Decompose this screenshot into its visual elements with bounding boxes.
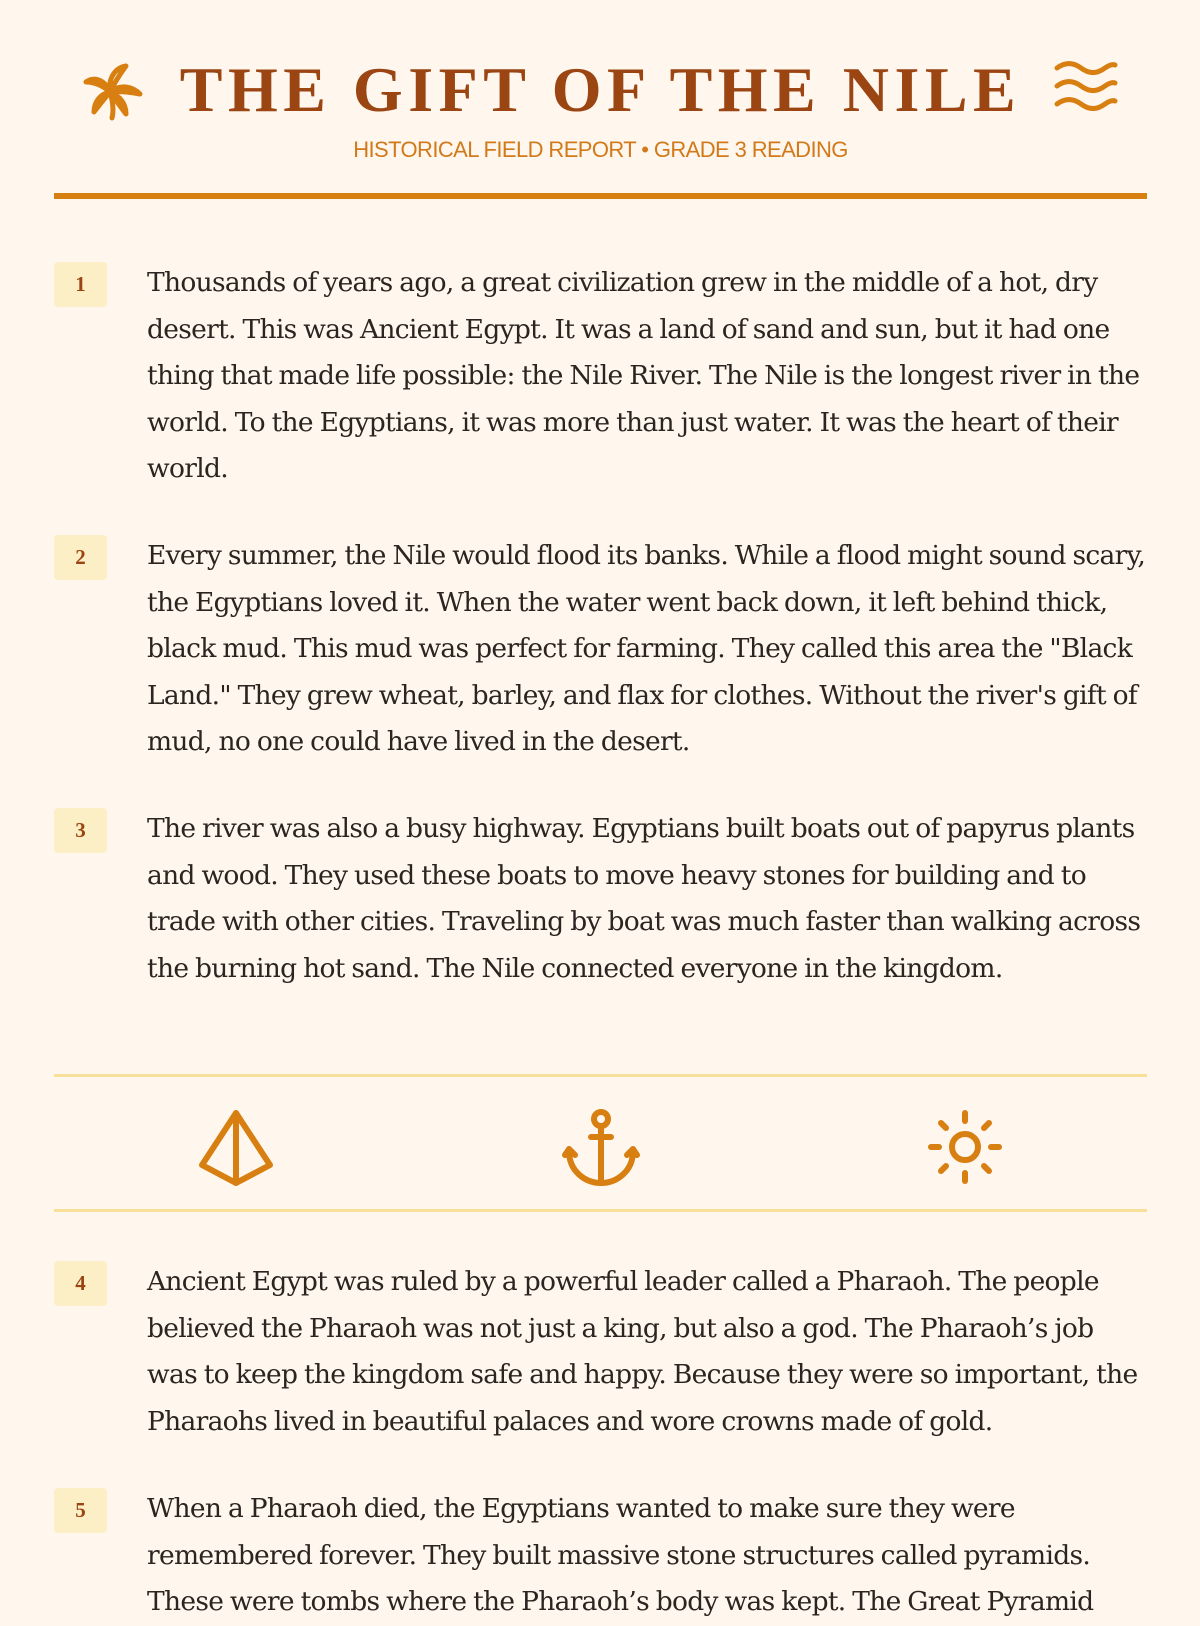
report-header: [54, 0, 1147, 200]
pyramid-icon: [196, 1107, 276, 1187]
icon-divider-band: [54, 1074, 1147, 1212]
report-subtitle: HISTORICAL FIELD REPORT • GRADE 3 READING: [353, 137, 848, 162]
paragraph-text: Every summer, the Nile would flood its banks. While a flood might sound scary, the Egyptians loved it. When the water went back down, it left behind thick, black mud. This mud was perfect for farming. They called this area the "Black Land." They grew wheat, barley, and flax for clothes. Without the river's gift of mud, no one could have lived in the desert.: [147, 540, 1146, 757]
sun-icon: [925, 1107, 1005, 1187]
paragraph-text: When a Pharaoh died, the Egyptians wanted to make sure they were remembered forever. They built massive stone structures called pyramids. These were tombs where the Pharaoh’s body was kept. The Great Pyramid: [147, 1493, 1094, 1617]
paragraph-text: The river was also a busy highway. Egyptians built boats out of papyrus plants and wood. They used these boats to move heavy stones for building and to trade with other cities. Traveling by boat was much faster than walking across the burning hot sand. The Nile connected everyone in the kingdom.: [147, 813, 1141, 984]
paragraph-text: Ancient Egypt was ruled by a powerful leader called a Pharaoh. The people believed the Pharaoh was not just a king, but also a god. The Pharaoh’s job was to keep the kingdom safe and happy. Because they were so important, the Pharaohs lived in beautiful palaces and wore crowns made of gold.: [147, 1266, 1138, 1437]
report-page: [54, 0, 1147, 1617]
paragraph-number-badge: 1: [54, 262, 107, 307]
paragraph-number-badge: 4: [54, 1261, 107, 1306]
paragraph-number-badge: 2: [54, 535, 107, 580]
paragraph-number-badge: 3: [54, 808, 107, 853]
header-divider: [54, 193, 1147, 199]
paragraph-text: Thousands of years ago, a great civilization grew in the middle of a hot, dry desert. This was Ancient Egypt. It was a land of sand and sun, but it had one thing that made life possible: the Nile River. The Nile is the longest river in the world. To the Egyptians, it was more than just water. It was the heart of their world.: [147, 267, 1140, 484]
anchor-icon: [561, 1107, 641, 1187]
waves-icon: [1053, 60, 1119, 112]
report-title: THE GIFT OF THE NILE: [179, 54, 1022, 125]
paragraph-number-badge: 5: [54, 1488, 107, 1533]
